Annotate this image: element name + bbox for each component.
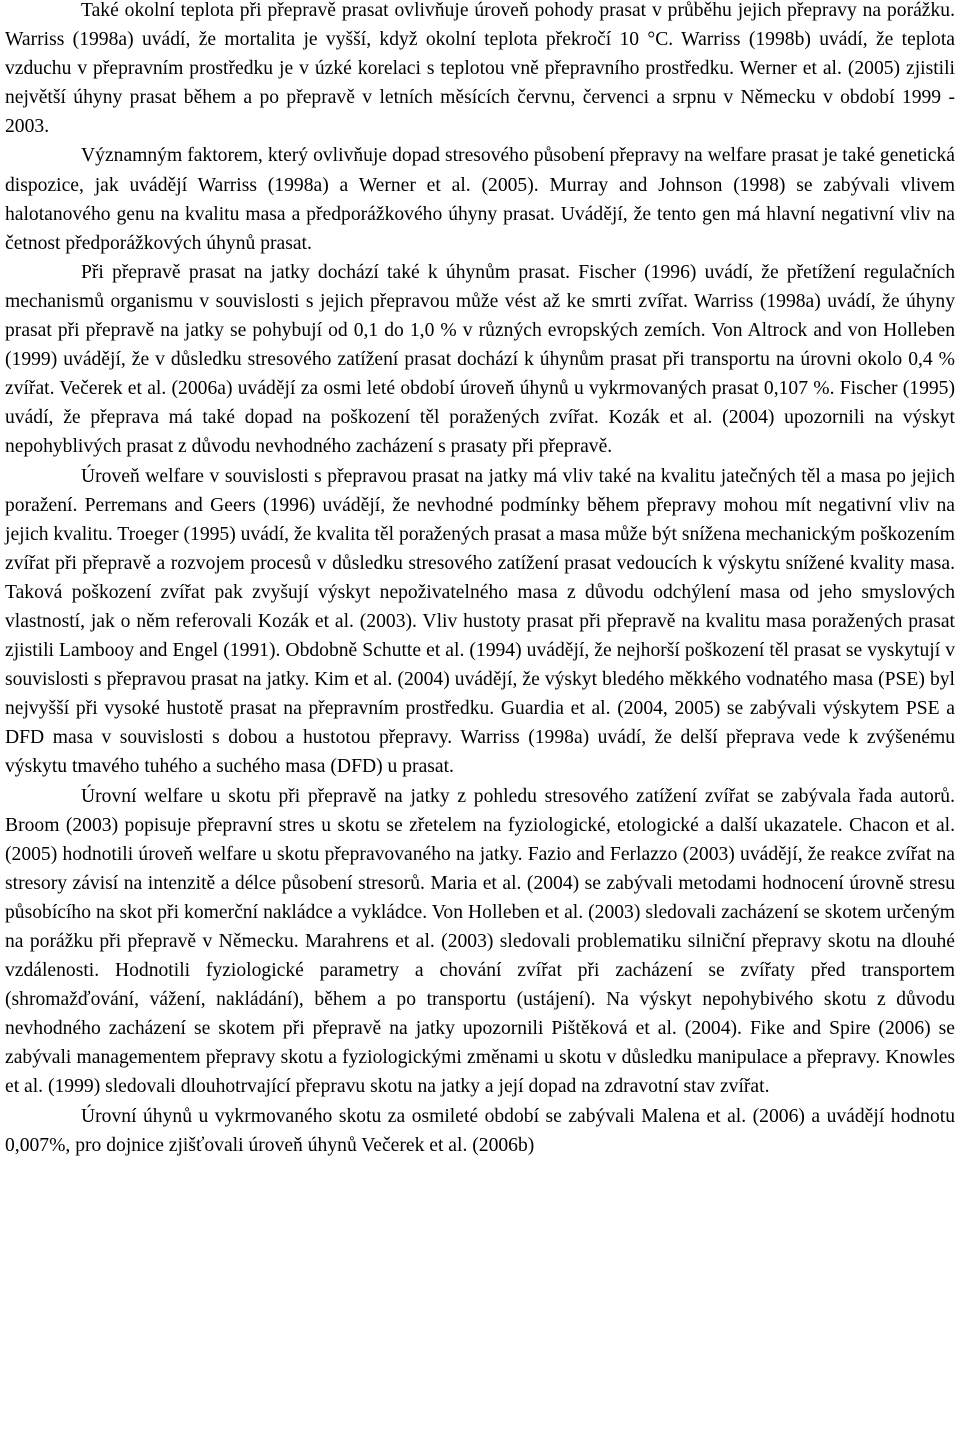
paragraph-genetics: Významným faktorem, který ovlivňuje dopad stresového působení přepravy na welfare prasat je také genetická dispozice, jak uvádějí Warriss (1998a) a Werner et al. (2005). Murray and Johnson (1998) se zabývali vlivem halotanového genu na kvalitu masa a předporážkového úhyny prasat. Uvádějí, že tento gen má hlavní negativní vliv na četnost předporážkových úhynů prasat. [5,145,955,254]
paragraph-temperature: Také okolní teplota při přepravě prasat ovlivňuje úroveň pohody prasat v průběhu jejich přepravy na porážku. Warriss (1998a) uvádí, že mortalita je vyšší, když okolní teplota překročí 10 °C. Warriss (1998b) uvádí, že teplota vzduchu v přepravním prostředku je v úzké korelaci s teplotou vně přepravního prostředku. Werner et al. (2005) zjistili největší úhyny prasat během a po přepravě v letních měsících červnu, červenci a srpnu v Německu v období 1999 - 2003. [5,0,955,138]
document-page [5,0,955,1160]
paragraph-cattle-welfare: Úrovní welfare u skotu při přepravě na jatky z pohledu stresového zatížení zvířat se zabývala řada autorů. Broom (2003) popisuje přepravní stres u skotu se zřetelem na fyziologické, etologické a další ukazatele. Chacon et al. (2005) hodnotili úroveň welfare u skotu přepravovaného na jatky. Fazio and Ferlazzo (2003) uvádějí, že reakce zvířat na stresory závisí na intenzitě a délce působení stresorů. Maria et al. (2004) se zabývali metodami hodnocení úrovně stresu působícího na skot při komerční nakládce a vykládce. Von Holleben et al. (2003) sledovali zacházení se skotem určeným na porážku při přepravě v Německu. Marahrens et al. (2003) sledovali problematiku silniční přepravy skotu na dlouhé vzdálenosti. Hodnotili fyziologické parametry a chování zvířat při zacházení se zvířaty před transportem (shromažďování, vážení, nakládání), během a po transportu (ustájení). Na výskyt nepohybivého skotu z důvodu nevhodného zacházení se skotem při přepravě na jatky upozornili Pištěková et al. (2004). Fike and Spire (2006) se zabývali managementem přepravy skotu a fyziologickými změnami u skotu v důsledku manipulace a přepravy. Knowles et al. (1999) sledovali dlouhotrvající přepravu skotu na jatky a její dopad na zdravotní stav zvířat. [5,785,955,1098]
paragraph-cattle-mortality: Úrovní úhynů u vykrmovaného skotu za osmileté období se zabývali Malena et al. (2006) a uvádějí hodnotu 0,007%, pro dojnice zjišťovali úroveň úhynů Večerek et al. (2006b) [5,1105,955,1156]
paragraph-meat-quality: Úroveň welfare v souvislosti s přepravou prasat na jatky má vliv také na kvalitu jatečných těl a masa po jejich poražení. Perremans and Geers (1996) uvádějí, že nevhodné podmínky během přepravy mohou mít negativní vliv na jejich kvalitu. Troeger (1995) uvádí, že kvalita těl poražených prasat a masa může být snížena mechanickým poškozením zvířat při přepravě a rozvojem procesů v důsledku stresového zatížení prasat vedoucích k výskytu snížené kvality masa. Taková poškození zvířat pak zvyšují výskyt nepoživatelného masa z důvodu odchýlení masa od jeho smyslových vlastností, jak o něm referovali Kozák et al. (2003). Vliv hustoty prasat při přepravě na kvalitu masa poražených prasat zjistili Lambooy and Engel (1991). Obdobně Schutte et al. (1994) uvádějí, že nejhorší poškození těl prasat se vyskytují v souvislosti s přepravou prasat na jatky. Kim et al. (2004) uvádějí, že výskyt bledého měkkého vodnatého masa (PSE) byl nejvyšší při vysoké hustotě prasat na přepravním prostředku. Guardia et al. (2004, 2005) se zabývali výskytem PSE a DFD masa v souvislosti s dobou a hustotou přepravy. Warriss (1998a) uvádí, že delší přeprava vede k zvýšenému výskytu tmavého tuhého a suchého masa (DFD) u prasat. [5,465,955,778]
paragraph-mortality: Při přepravě prasat na jatky dochází také k úhynům prasat. Fischer (1996) uvádí, že přetížení regulačních mechanismů organismu v souvislosti s jejich přepravou může vést až ke smrti zvířat. Warriss (1998a) uvádí, že úhyny prasat při přepravě na jatky se pohybují od 0,1 do 1,0 % v různých evropských zemích. Von Altrock and von Holleben (1999) uvádějí, že v důsledku stresového zatížení prasat dochází k úhynům prasat při transportu na úrovni okolo 0,4 % zvířat. Večerek et al. (2006a) uvádějí za osmi leté období úroveň úhynů u vykrmovaných prasat 0,107 %. Fischer (1995) uvádí, že přeprava má také dopad na poškození těl poražených zvířat. Kozák et al. (2004) upozornili na výskyt nepohyblivých prasat z důvodu nevhodného zacházení s prasaty při přepravě. [5,261,955,458]
